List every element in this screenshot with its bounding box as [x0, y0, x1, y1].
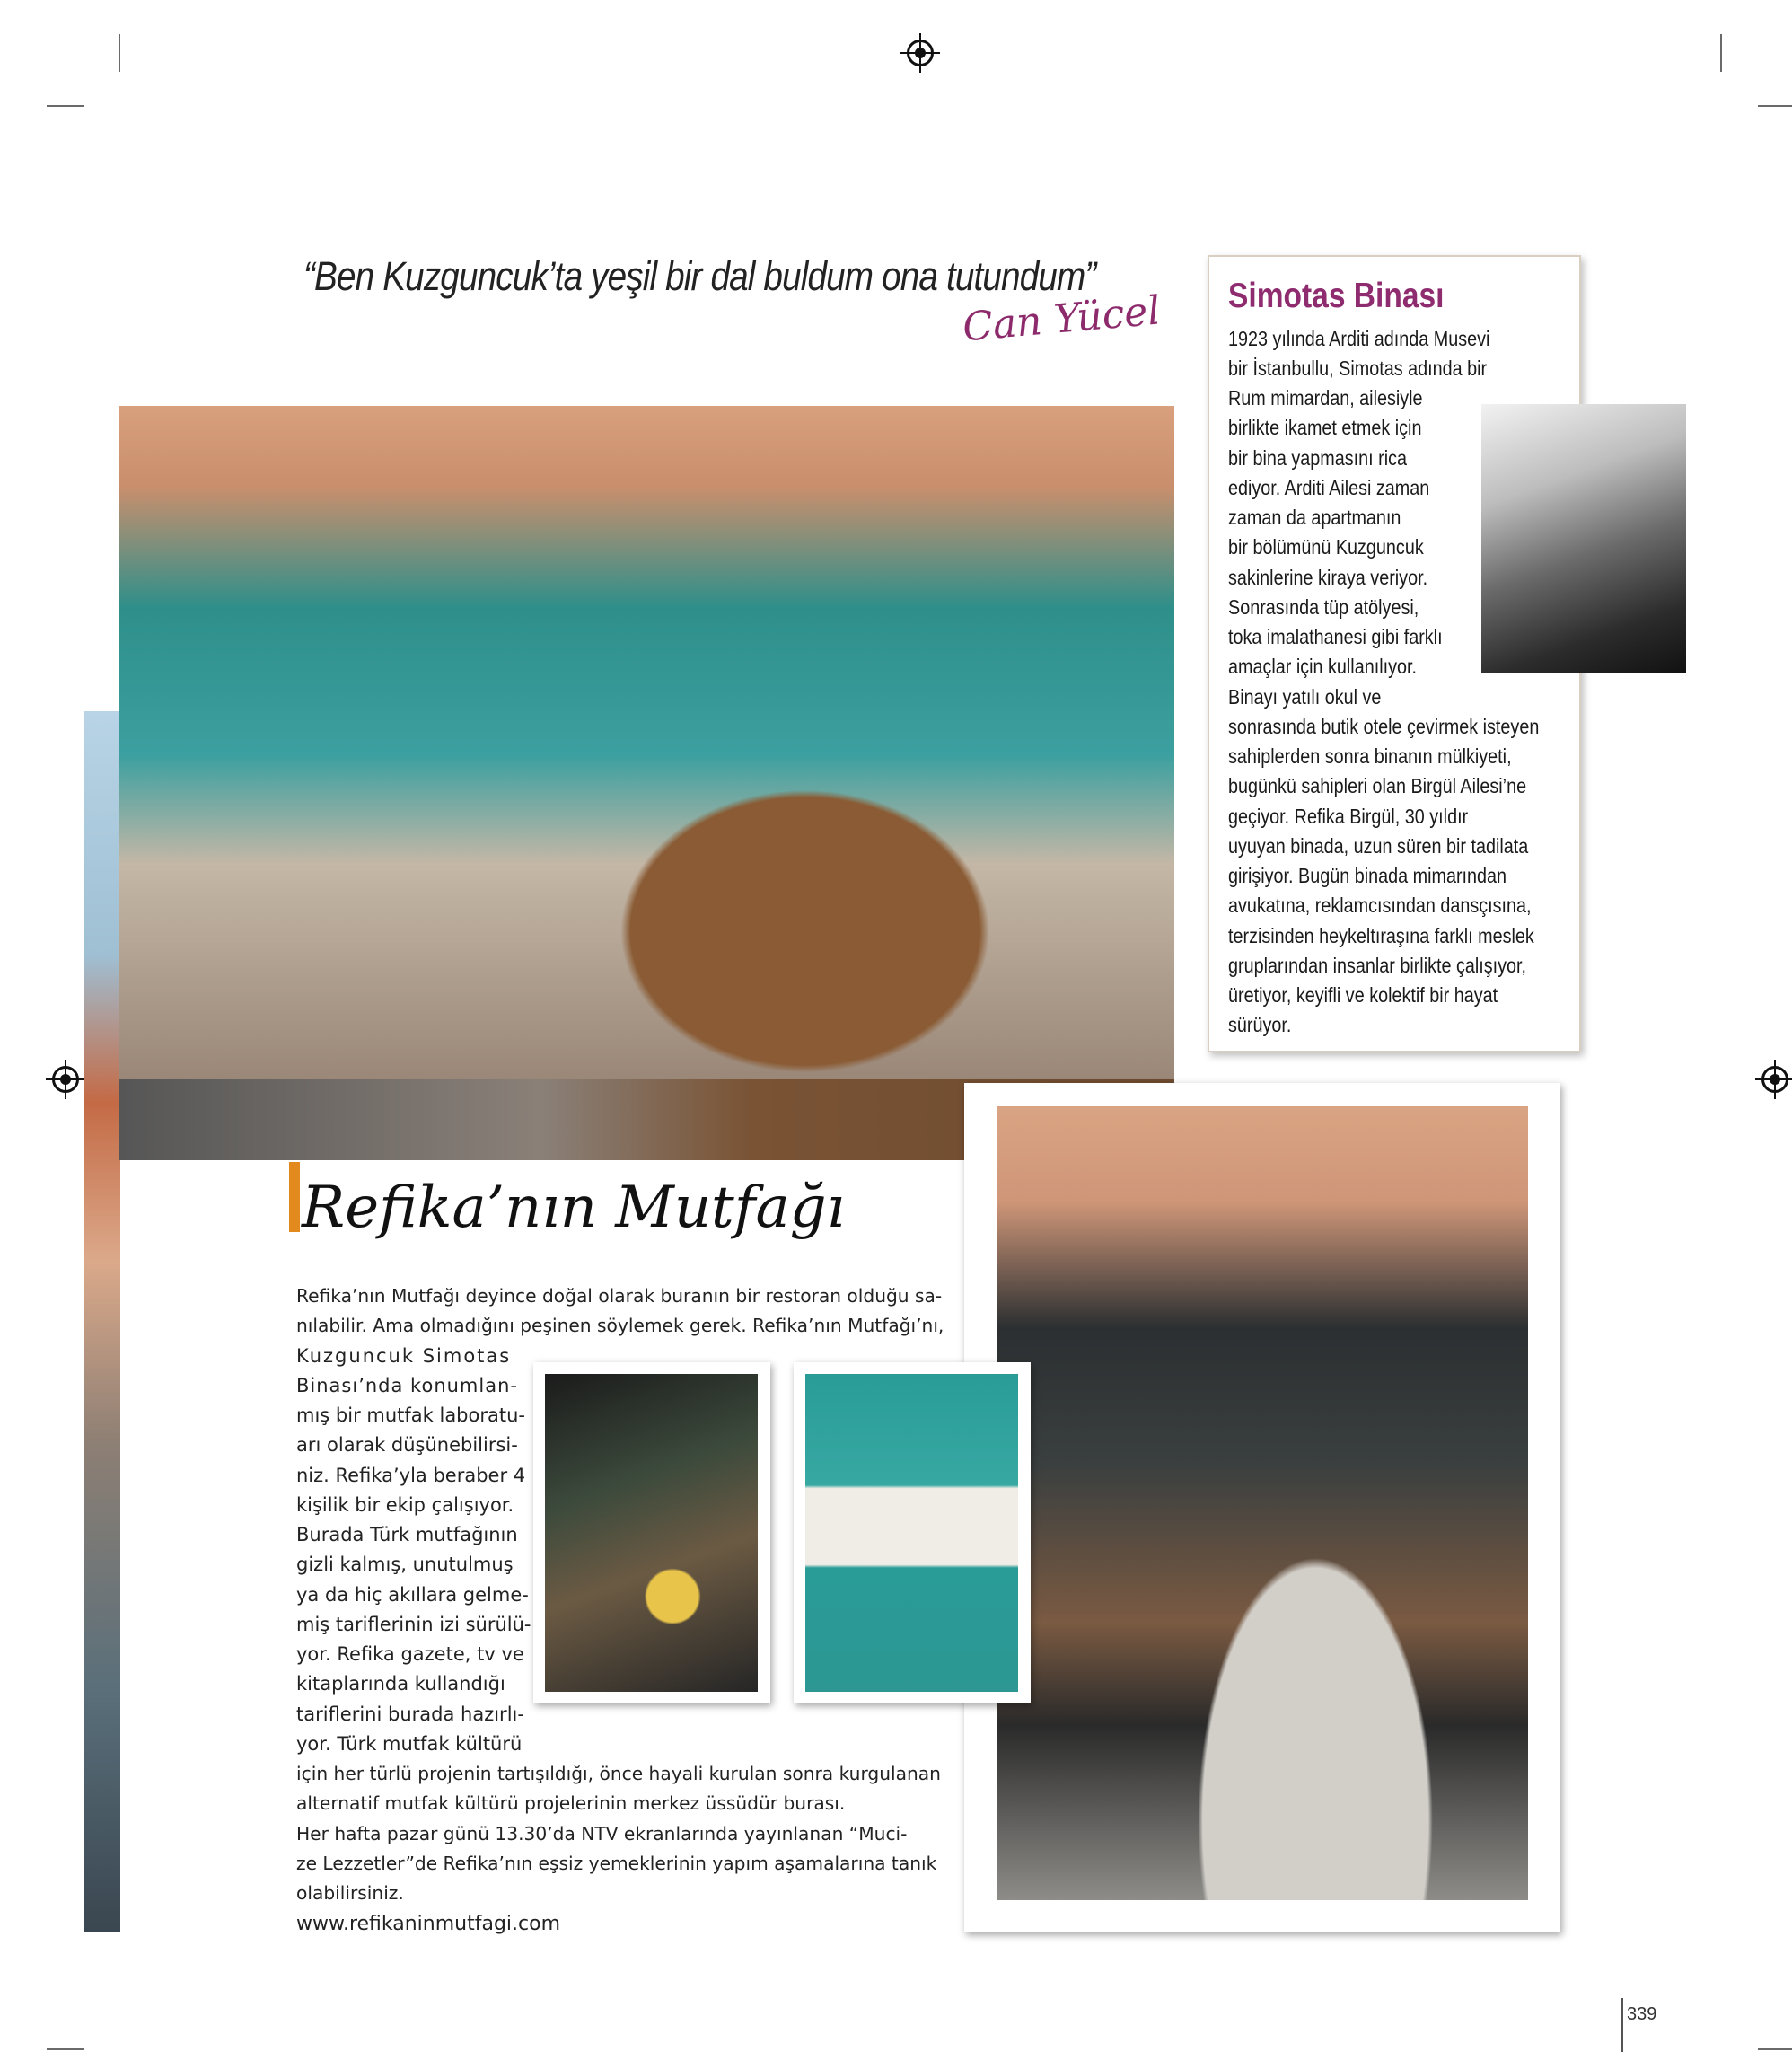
crop-mark: [1758, 2048, 1792, 2050]
crop-mark: [47, 105, 84, 107]
sidebar-line: gruplarından insanlar birlikte çalışıyor,: [1228, 954, 1527, 977]
sidebar-line: girişiyor. Bugün binada mimarından: [1228, 864, 1507, 887]
crop-mark: [119, 34, 120, 72]
crop-mark: [1720, 34, 1722, 72]
crop-mark: [1758, 105, 1792, 107]
sidebar-line: bugünkü sahipleri olan Birgül Ailesi’ne: [1228, 774, 1527, 797]
chef-photo: [997, 1106, 1528, 1900]
article-line: Burada Türk mutfağının: [296, 1524, 518, 1545]
article-line: olabilirsiniz.: [296, 1882, 404, 1904]
article-line: kişilik bir ekip çalışıyor.: [296, 1494, 514, 1516]
sidebar-line: geçiyor. Refika Birgül, 30 yıldır: [1228, 805, 1469, 828]
article-line: için her türlü projenin tartışıldığı, önce hayali kurulan sonra kurgulanan: [296, 1763, 941, 1784]
article-line: kitaplarında kullandığı: [296, 1673, 505, 1695]
sidebar-line: Sonrasında tüp atölyesi,: [1228, 595, 1419, 619]
article-line: alternatif mutfak kültürü projelerinin merkez üssüdür burası.: [296, 1792, 846, 1814]
article-line: yor. Türk mutfak kültürü: [296, 1733, 523, 1755]
sidebar-line: avukatına, reklamcısından dansçısına,: [1228, 894, 1532, 917]
sidebar-line: terzisinden heykeltıraşına farklı meslek: [1228, 924, 1534, 947]
sidebar-line: uyuyan binada, uzun süren bir tadilata: [1228, 834, 1529, 858]
sidebar-line: sahiplerden sonra binanın mülkiyeti,: [1228, 744, 1512, 768]
article-line: Kuzguncuk Simotas: [296, 1345, 512, 1367]
shelf-photo: [805, 1374, 1018, 1692]
article-line: mış bir mutfak laboratu-: [296, 1404, 525, 1426]
title-accent-bar: [289, 1162, 300, 1232]
registration-mark-icon: [52, 1066, 79, 1093]
building-photo: [1481, 404, 1686, 673]
sidebar-line: bir İstanbullu, Simotas adında bir: [1228, 357, 1488, 380]
article-line: arı olarak düşünebilirsi-: [296, 1434, 518, 1456]
sidebar-line: Rum mimardan, ailesiyle: [1228, 386, 1423, 409]
sidebar-line: bir bölümünü Kuzguncuk: [1228, 535, 1424, 559]
article-line: Her hafta pazar günü 13.30’da NTV ekranlarında yayınlanan “Muci-: [296, 1823, 908, 1844]
sidebar-line: bir bina yapmasını rica: [1228, 446, 1407, 470]
article-line: miş tariflerinin izi sürülü-: [296, 1614, 531, 1635]
sidebar-line: toka imalathanesi gibi farklı: [1228, 625, 1443, 648]
article-line: yor. Refika gazete, tv ve: [296, 1643, 524, 1665]
sidebar-line: zaman da apartmanın: [1228, 506, 1401, 529]
article-line: niz. Refika’yla beraber 4: [296, 1465, 526, 1486]
article-line: ya da hiç akıllara gelme-: [296, 1584, 529, 1606]
article-title: Refika’nın Mutfağı: [302, 1175, 846, 1241]
sidebar-line: üretiyor, keyifli ve kolektif bir hayat: [1228, 983, 1498, 1007]
registration-mark-icon: [907, 40, 934, 66]
sidebar-title: Simotas Binası: [1228, 277, 1445, 315]
quote-author-signature: Can Yücel: [961, 287, 1163, 351]
sidebar-line: 1923 yılında Arditi adında Musevi: [1228, 327, 1490, 350]
sidebar-line: sonrasında butik otele çevirmek isteyen: [1228, 715, 1540, 738]
quote: “Ben Kuzguncuk’ta yeşil bir dal buldum ona tutundum”: [303, 253, 1096, 299]
crop-mark: [47, 2048, 84, 2050]
registration-mark-icon: [1761, 1066, 1788, 1093]
article-line: gizli kalmış, unutulmuş: [296, 1554, 514, 1575]
article-line: nılabilir. Ama olmadığını peşinen söylemek gerek. Refika’nın Mutfağı’nı,: [296, 1315, 944, 1336]
sidebar-line: sürüyor.: [1228, 1013, 1292, 1036]
page-number: 339: [1627, 2004, 1657, 2024]
page-number-rule: [1621, 1998, 1623, 2052]
sidebar-line: sakinlerine kiraya veriyor.: [1228, 566, 1428, 589]
sidebar-line: Binayı yatılı okul ve: [1228, 685, 1382, 709]
sidebar-line: ediyor. Arditi Ailesi zaman: [1228, 476, 1430, 499]
hands-photo: [545, 1374, 758, 1692]
article-line: tariflerini burada hazırlı-: [296, 1703, 524, 1725]
website-link[interactable]: www.refikaninmutfagi.com: [296, 1913, 561, 1935]
article-line: Refika’nın Mutfağı deyince doğal olarak buranın bir restoran olduğu sa-: [296, 1285, 943, 1307]
street-photo-strip: [84, 711, 120, 1932]
article-line: Binası’nda konumlan-: [296, 1375, 518, 1396]
kitchen-photo: [119, 406, 1174, 1079]
article-line: ze Lezzetler”de Refika’nın eşsiz yemeklerinin yapım aşamalarına tanık: [296, 1853, 937, 1874]
sidebar-line: birlikte ikamet etmek için: [1228, 416, 1422, 439]
sidebar-line: amaçlar için kullanılıyor.: [1228, 655, 1417, 678]
